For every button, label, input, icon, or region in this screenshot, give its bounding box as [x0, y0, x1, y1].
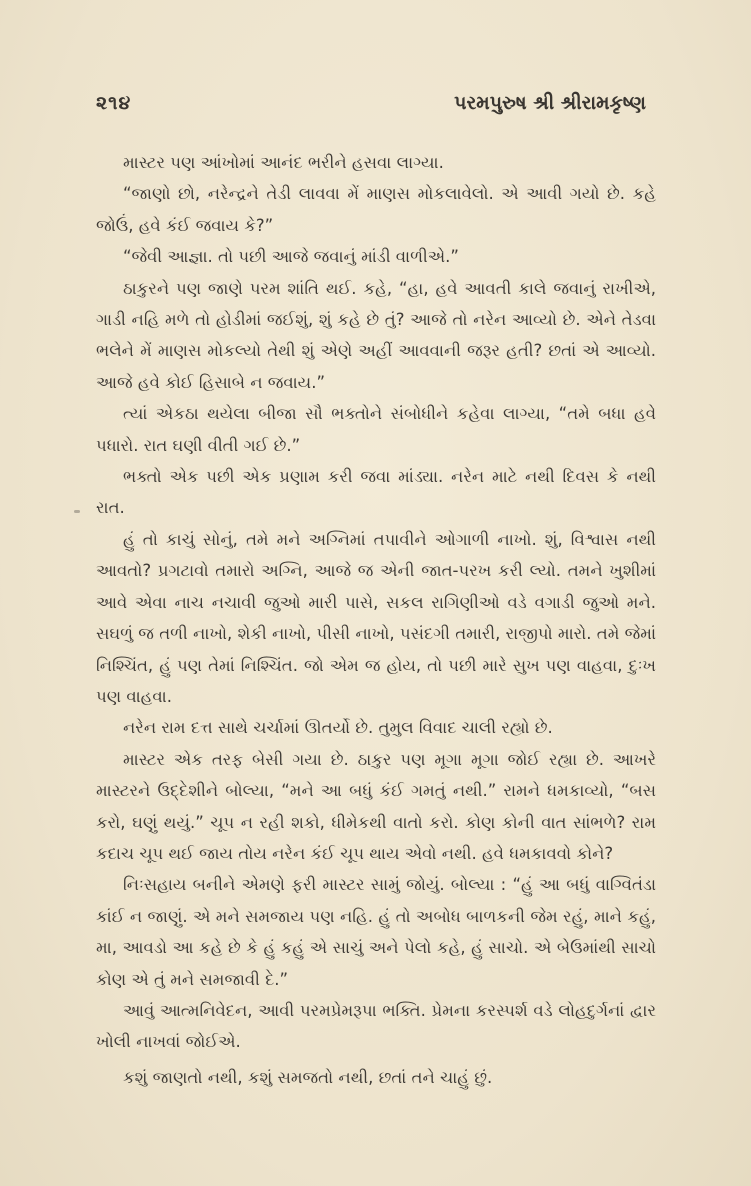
paragraph-3: “જેવી આજ્ઞા. તો પછી આજે જવાનું માંડી વાળીએ.”	[123, 247, 459, 267]
paragraph-2: “જાણો છો, નરેન્દ્રને તેડી લાવવા મેં માણસ મોકલાવેલો. એ આવી ગયો છે. કહે જોઉં, હવે કંઈ જવાય કે?”	[96, 184, 656, 235]
closing-line: કશું જાણતો નથી, કશું સમજતો નથી, છતાં તને ચાહું છું.	[123, 1067, 493, 1087]
paragraph-11: આવું આત્મનિવેદન, આવી પરમપ્રેમરૂપા ભક્તિ. પ્રેમના કરસ્પર્શ વડે લોહદુર્ગનાં દ્વાર ખોલી નાખવાં જોઈએ.	[96, 1000, 656, 1052]
paragraph-10: નિઃસહાય બનીને એમણે ફરી માસ્ટર સામું જોયું. બોલ્યા : “હું આ બધું વાગ્વિતંડા કાંઈ ન જાણું. એ મને સમજાય પણ નહિ. હું તો અબોધ બાળકની જેમ રહું, માને કહું, મા, આવડો આ કહે છે કે હું કહું એ સાચું અને પેલો કહે, હું સાચો. એ બેઉમાંથી સાચો કોણ એ તું મને સમજાવી દે.”	[96, 875, 656, 989]
margin-mark	[74, 510, 80, 513]
page-number: ૨૧૪	[96, 92, 132, 114]
paragraph-8: નરેન રામ દત્ત સાથે ચર્ચામાં ઊતર્યો છે. તુમુલ વિવાદ ચાલી રહ્યો છે.	[123, 718, 553, 738]
paragraph-7: હું તો કાચું સોનું, તમે મને અગ્નિમાં તપાવીને ઓગાળી નાખો. શું, વિશ્વાસ નથી આવતો? પ્રગટાવો તમારો અગ્નિ, આજે જ એની જાત-પરખ કરી લ્યો. તમને ખુશીમાં આવે એવા નાચ નચાવી જુઓ મારી પાસે, સકલ રાગિણીઓ વડે વગાડી જુઓ મને. સઘળું જ તળી નાખો, શેકી નાખો, પીસી નાખો, પસંદગી તમારી, રાજીપો મારો. તમે જેમાં નિશ્ચિંત, હું પણ તેમાં નિશ્ચિંત. જો એમ જ હોય, તો પછી મારે સુખ પણ વાહવા, દુઃખ પણ વાહવા.	[96, 529, 656, 706]
paragraph-1: માસ્ટર પણ આંખોમાં આનંદ ભરીને હસવા લાગ્યા.	[123, 153, 444, 172]
paragraph-4: ઠાકુરને પણ જાણે પરમ શાંતિ થઈ. કહે, “હા, હવે આવતી કાલે જવાનું રાખીએ, ગાડી નહિ મળે તો હોડીમાં જઈશું, શું કહે છે તું? આજે તો નરેન આવ્યો છે. એને તેડવા ભલેને મેં માણસ મોકલ્યો તેથી શું એણે અહીં આવવાની જરૂર હતી? છતાં એ આવ્યો. આજે હવે કોઈ હિસાબે ન જવાય.”	[96, 278, 656, 392]
running-title: પરમપુરુષ શ્રી શ્રીરામકૃષ્ણ	[454, 92, 646, 114]
body-text	[96, 147, 656, 1093]
paragraph-6: ભક્તો એક પછી એક પ્રણામ કરી જવા માંડ્યા. નરેન માટે નથી દિવસ કે નથી રાત.	[96, 467, 656, 518]
paragraph-5: ત્યાં એકઠા થયેલા બીજા સૌ ભક્તોને સંબોધીને કહેવા લાગ્યા, “તમે બધા હવે પધારો. રાત ઘણી વીતી ગઈ છે.”	[96, 404, 656, 455]
paragraph-9: માસ્ટર એક તરફ બેસી ગયા છે. ઠાકુર પણ મૂગા મૂગા જોઈ રહ્યા છે. આખરે માસ્ટરને ઉદ્દેશીને બોલ્યા, “મને આ બધું કંઈ ગમતું નથી.” રામને ધમકાવ્યો, “બસ કરો, ઘણું થયું.” ચૂપ ન રહી શકો, ધીમેકથી વાતો કરો. કોણ કોની વાત સાંભળે? રામ કદાચ ચૂપ થઈ જાય તોય નરેન કંઈ ચૂપ થાય એવો નથી. હવે ધમકાવવો કોને?	[96, 749, 656, 863]
page-header	[96, 92, 646, 122]
